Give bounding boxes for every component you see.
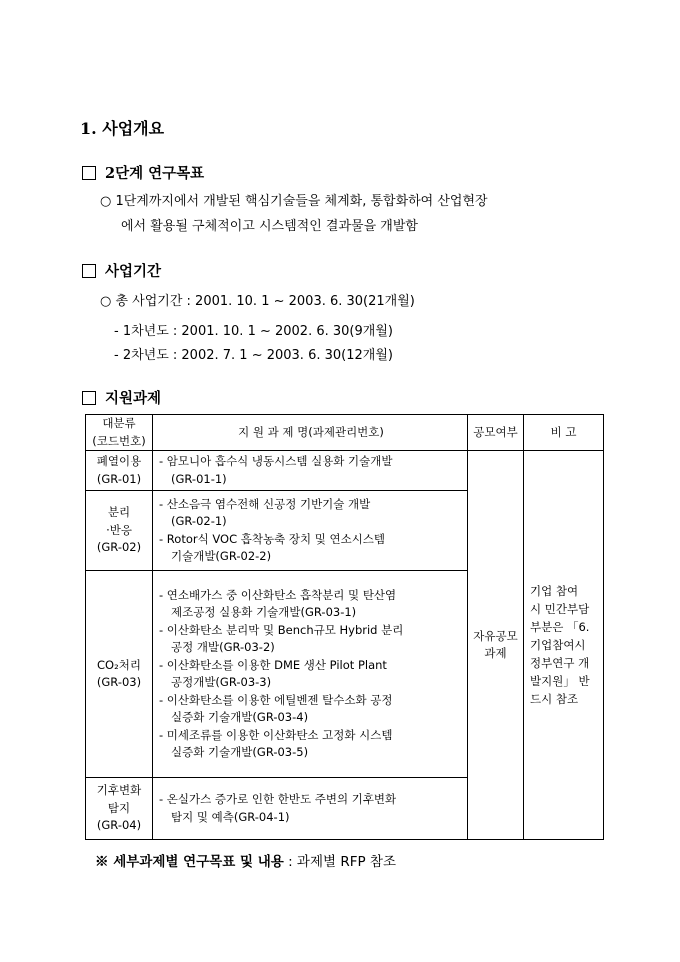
remark-line: 발지원」 반 [530, 674, 590, 688]
category-cell [86, 451, 153, 491]
category-line: (GR-03) [96, 675, 142, 689]
checkbox-square-icon [82, 391, 96, 405]
task-item: - 이산화탄소를 이용한 에틸벤젠 탈수소화 공정 [159, 692, 393, 707]
task-item: - 이산화탄소 분리막 및 Bench규모 Hybrid 분리 [159, 622, 404, 637]
footnote-rest: : 과제별 RFP 참조 [283, 854, 397, 870]
category-line: 기후변화 [96, 783, 142, 798]
category-line: ·반응 [106, 522, 132, 537]
period-year2: - 2차년도 : 2002. 7. 1 ~ 2003. 6. 30(12개월) [114, 348, 393, 363]
goal-heading-label: 2단계 연구목표 [105, 165, 205, 182]
category-cell [86, 778, 153, 840]
footnote [95, 850, 396, 870]
section-title: 1. 사업개요 [80, 119, 165, 138]
period-heading [82, 260, 161, 281]
task-cell [153, 491, 468, 571]
header-remark: 비 고 [524, 415, 604, 451]
task-item: - 이산화탄소를 이용한 DME 생산 Pilot Plant [159, 657, 387, 672]
task-cell [153, 571, 468, 778]
tasks-heading-label: 지원과제 [105, 390, 162, 407]
tasks-heading [82, 387, 161, 408]
header-open: 공모여부 [468, 415, 524, 451]
task-item-code: 실증화 기술개발(GR-03-5) [171, 745, 309, 759]
task-cell [153, 778, 468, 840]
remark-line: 부분은 「6. [530, 620, 590, 634]
tasks-table [85, 414, 604, 840]
remark-line: 시 민간부담 [530, 602, 590, 616]
goal-heading [82, 162, 204, 183]
task-item-code: 제조공정 실용화 기술개발(GR-03-1) [171, 605, 357, 619]
remark-line: 드시 참조 [530, 692, 579, 706]
task-cell [153, 451, 468, 491]
category-line: CO₂처리 [97, 657, 141, 672]
task-item-code: 공정 개발(GR-03-2) [171, 640, 275, 654]
category-line: 탐지 [107, 800, 131, 815]
task-item: - 온실가스 증가로 인한 한반도 주변의 기후변화 [159, 792, 397, 806]
header-category [86, 415, 153, 451]
category-cell [86, 571, 153, 778]
task-item-code: (GR-02-1) [171, 514, 227, 528]
task-item-code: 공정개발(GR-03-3) [171, 675, 272, 689]
goal-text-line1: ○ 1단계까지에서 개발된 핵심기술들을 체계화, 통합화하여 산업현장 [100, 194, 488, 209]
checkbox-square-icon [82, 166, 96, 180]
header-category-line2: (코드번호) [92, 433, 146, 448]
open-cell [468, 451, 524, 840]
task-item-code: (GR-01-1) [171, 471, 227, 486]
remark-line: 정부연구 개 [530, 656, 590, 670]
category-line: 분리 [107, 505, 131, 520]
header-category-line1: 대분류 [102, 416, 136, 430]
remark-line: 기업참여시 [530, 638, 586, 652]
footnote-bold: ※ 세부과제별 연구목표 및 내용 [95, 854, 284, 870]
category-line: (GR-04) [96, 818, 142, 833]
period-total: ○ 총 사업기간 : 2001. 10. 1 ~ 2003. 6. 30(21개월) [100, 294, 415, 309]
header-title: 지 원 과 제 명(과제관리번호) [153, 415, 468, 451]
table-header-row [86, 415, 604, 451]
goal-text-line2: 에서 활용될 구체적이고 시스템적인 결과물을 개발함 [121, 219, 418, 234]
checkbox-square-icon [82, 264, 96, 278]
task-item: - 미세조류를 이용한 이산화탄소 고정화 시스템 [159, 727, 393, 742]
open-value-line: 과제 [484, 646, 507, 660]
task-item: - 산소음극 염수전해 신공정 기반기술 개발 [159, 496, 371, 511]
remark-cell [524, 451, 604, 840]
period-year1: - 1차년도 : 2001. 10. 1 ~ 2002. 6. 30(9개월) [114, 324, 393, 339]
task-item-code: 실증화 기술개발(GR-03-4) [171, 710, 309, 724]
remark-line: 기업 참여 [530, 584, 579, 598]
category-line: (GR-02) [96, 540, 142, 555]
category-line: (GR-01) [96, 471, 142, 486]
task-item-code: 기술개발(GR-02-2) [171, 549, 272, 563]
task-item: - Rotor식 VOC 흡착농축 장치 및 연소시스템 [159, 531, 386, 546]
task-item: - 연소배가스 중 이산화탄소 흡착분리 및 탄산염 [159, 587, 397, 602]
period-heading-label: 사업기간 [105, 263, 162, 280]
category-line: 폐열이용 [96, 454, 142, 468]
category-cell [86, 491, 153, 571]
task-item-code: 탐지 및 예측(GR-04-1) [171, 809, 290, 824]
open-value-line: 자유공모 [473, 628, 518, 643]
task-item: - 암모니아 흡수식 냉동시스템 실용화 기술개발 [159, 454, 393, 468]
table-row [86, 451, 604, 491]
